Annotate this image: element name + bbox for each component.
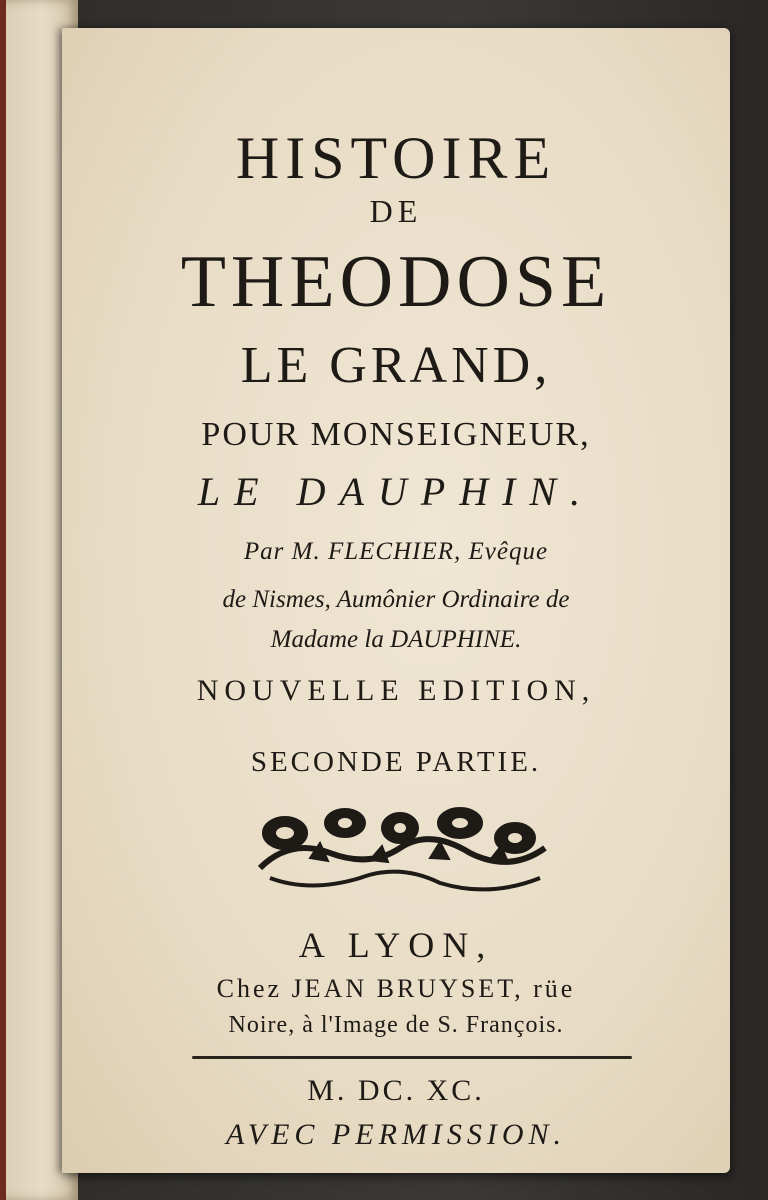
floral-ornament-icon bbox=[250, 798, 550, 898]
printer-line-1: Chez JEAN BRUYSET, rüe bbox=[216, 974, 576, 1003]
author-line-2: de Nismes, Aumônier Ordinaire de bbox=[222, 586, 570, 613]
title-line-le-grand: LE GRAND, bbox=[240, 337, 552, 394]
title-line-de: DE bbox=[369, 193, 423, 229]
permission-line: AVEC PERMISSION. bbox=[225, 1118, 567, 1151]
imprint-year: M. DC. XC. bbox=[307, 1074, 485, 1107]
author-line-1: Par M. FLECHIER, Evêque bbox=[243, 538, 549, 565]
author-line-3: Madame la DAUPHINE. bbox=[270, 626, 522, 653]
divider-rule bbox=[192, 1056, 632, 1059]
part-line: SECONDE PARTIE. bbox=[250, 746, 542, 778]
binding-edge bbox=[0, 0, 6, 1200]
imprint-place: A LYON, bbox=[298, 925, 494, 965]
title-line-theodose: THEODOSE bbox=[180, 241, 612, 323]
dedication-line: POUR MONSEIGNEUR, bbox=[201, 416, 591, 453]
edition-line: NOUVELLE EDITION, bbox=[196, 674, 596, 707]
title-page bbox=[62, 28, 730, 1173]
title-line-histoire: HISTOIRE bbox=[235, 125, 557, 191]
printer-line-2: Noire, à l'Image de S. François. bbox=[228, 1012, 564, 1038]
dedicatee-line: LE DAUPHIN. bbox=[197, 469, 595, 514]
